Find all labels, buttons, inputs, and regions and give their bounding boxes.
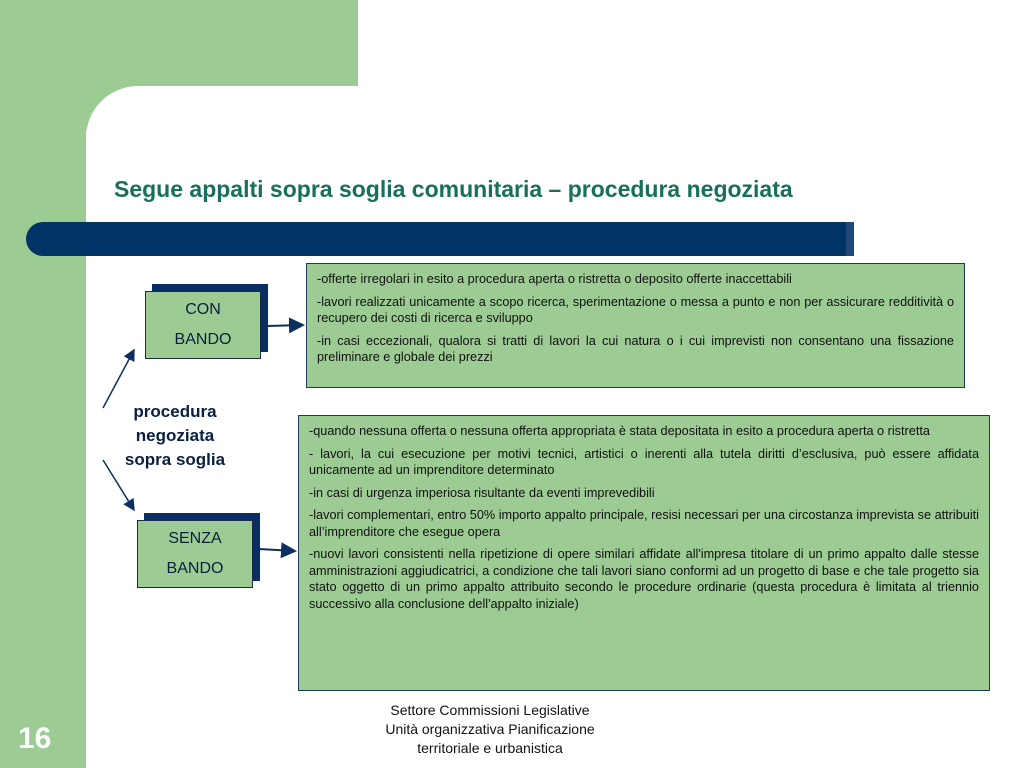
slide-title: Segue appalti sopra soglia comunitaria – procedura negoziata [114,176,793,202]
footer-line3: territoriale e urbanistica [417,740,563,756]
page-number: 16 [18,722,52,755]
senza-bando-box [137,520,253,588]
procedure-label-line1: procedura [133,402,217,421]
footer-line1: Settore Commissioni Legislative [390,702,590,718]
senza-bando-case: -in casi di urgenza imperiosa risultante da eventi imprevedibili [309,485,655,500]
arrow-senza-to-box [259,549,295,551]
senza-bando-case: - lavori, la cui esecuzione per motivi tecnici, artistici o inerenti alla tutela diritti d’esclusiva, può essere affidata unicamente ad un imprenditore determinato [309,446,979,477]
con-bando-case: -offerte irregolari in esito a procedura aperta o ristretta o deposito offerte inaccettabili [317,272,792,286]
con-bando-case: -lavori realizzati unicamente a scopo ricerca, sperimentazione o messa a punto e non per assicurare redditività o recupero dei costi di ricerca e sviluppo [317,294,954,325]
con-bando-box [145,291,261,359]
footer-line2: Unità organizzativa Pianificazione [385,721,595,737]
senza-bando-case: -lavori complementari, entro 50% importo appalto principale, resisi necessari per una circostanza imprevista se attribuiti all’imprenditore che esegue opera [309,508,979,539]
procedure-label-line3: sopra soglia [124,450,226,469]
con-bando-case: -in casi eccezionali, qualora si tratti di lavori la cui natura o i cui imprevisti non consentano una fissazione preliminare e globale dei prezzi [317,333,954,364]
footer-credit [340,701,640,758]
senza-bando-case: -nuovi lavori consistenti nella ripetizione di opere similari affidate all'impresa titolare di un primo appalto dalle stesse amministrazioni aggiudicatrici, a condizione che tali lavori siano conformi ad un progetto di base e che tale progetto sia stato oggetto di un primo appalto attribuito secondo le procedure ordinarie (questa procedura è limitata al triennio successivo alla conclusione dell'appalto iniziale) [309,547,979,611]
senza-bando-case: -quando nessuna offerta o nessuna offerta appropriata è stata depositata in esito a procedura aperta o ristretta [309,424,930,438]
arrow-con-to-box [267,325,303,326]
senza-bando-cases-box [298,415,990,691]
procedure-label-line2: negoziata [135,426,215,445]
con-bando-cases-box [306,263,965,388]
con-bando-line2: BANDO [174,331,232,348]
senza-bando-line2: BANDO [166,560,224,577]
con-bando-line1: CON [185,301,221,318]
procedure-label [108,400,242,472]
senza-bando-line1: SENZA [168,530,222,547]
